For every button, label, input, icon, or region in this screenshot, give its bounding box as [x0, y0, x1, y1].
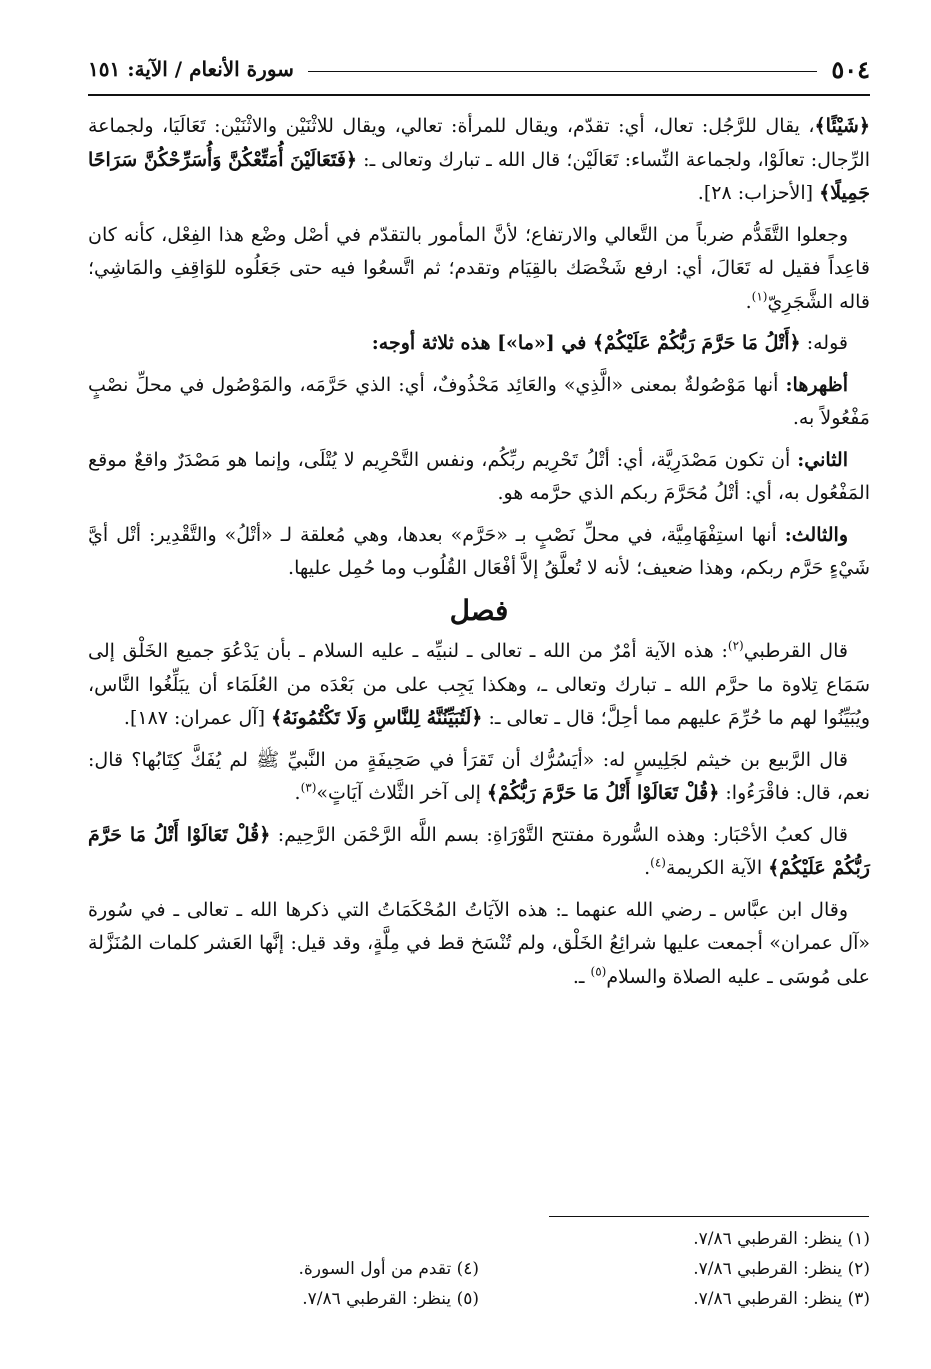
paragraph-text: الآية الكريمة	[665, 857, 769, 879]
paragraph-7	[88, 635, 870, 736]
quran-quote: ﴿قُلْ تَعَالَوْا أَتْلُ مَا حَرَّمَ رَبُّكُمْ عَلَيْكُمْ﴾	[88, 823, 870, 879]
paragraph-text: .	[644, 857, 651, 879]
paragraph-text: ـ.	[572, 965, 591, 988]
paragraph-9	[88, 819, 870, 886]
paragraph-10	[88, 894, 870, 995]
paragraph-text: أن تكون مَصْدَرِيَّة، أي: أتْلُ تَحْرِيم ربِّكُم، ونفس التَّحْرِيم لا يُتْلَى، وإنما هو مَصْدَرٌ واقعٌ موقع المَفْعُول به، أي: أتْلُ مُحَرَّمَ ربكم الذي حرَّمه هو.	[88, 448, 870, 504]
paragraph-5	[88, 444, 870, 511]
footnote-ref: (٤)	[650, 855, 666, 870]
footnote-3: (٣) ينظر: القرطبي ٧/٨٦.	[693, 1289, 870, 1309]
quran-quote: ﴿أَتْلُ مَا حَرَّمَ رَبُّكُمْ عَلَيْكُمْ﴾	[592, 332, 801, 354]
page-header	[88, 44, 870, 96]
page-body	[88, 110, 870, 1002]
paragraph-text: وجعلوا التَّقَدُّم ضرباً من التَّعالي والارتفاع؛ لأنَّ المأمور بالتقدّم في أصْل وضْع هذا الفِعْل، كأنه كان قاعِداً فقيل له تَعَالَ، أي: ارفع شَخْصَك بالقِيَام وتقدم؛ ثم اتَّسعُوا فيه حتى جَعَلُوه للوَاقِفِ والمَاشِي؛ قاله الشَّجَرِيّ	[88, 223, 870, 313]
paragraph-text: قوله:	[800, 332, 848, 354]
header-rule	[308, 71, 817, 72]
running-head: سورة الأنعام / الآية: ١٥١	[88, 57, 294, 81]
footnote-4: (٤) تقدم من أول السورة.	[298, 1259, 479, 1279]
paragraph-text: قال الرَّبيع بن خيثم لجَلِيسٍ له: «أيَسُرُّك أن تَقرَأ في صَحِيفَةٍ من النَّبيِّ ﷺ لم يُفَكَّ كِتَابُها؟ قال: نعم، قال: فاقْرَءُوا:	[88, 748, 870, 804]
paragraph-3	[88, 327, 870, 361]
paragraph-text: في [«ما»] هذه ثلاثة أوجه:	[371, 332, 593, 354]
footnote-ref: (١)	[751, 289, 768, 304]
paragraph-text: إلى آخر الثَّلاث آيَاتٍ»	[316, 782, 487, 804]
quran-quote: ﴿قُلْ تَعَالَوْا أَتْلُ مَا حَرَّمَ رَبُّكُمْ﴾	[486, 782, 720, 804]
page-number: ٥٠٤	[831, 54, 870, 84]
paragraph-text: أنها مَوْصُولةٌ بمعنى «الَّذِي» والعَائِد مَحْذُوفٌ، أي: الذي حَرَّمَه، والمَوْصُول في محلِّ نصْبٍ مَفْعُولاً به.	[88, 373, 870, 429]
footnote-ref: (٥)	[590, 964, 607, 979]
paragraph-1	[88, 110, 870, 211]
paragraph-2	[88, 219, 870, 320]
paragraph-text: أنها استِفْهَامِيَّة، في محلِّ نَصْبٍ بـ «حَرَّم» بعدها، وهي مُعلقة لـ «أتْلُ» والتَّقْدِير: أتْل أيَّ شَيْءٍ حَرَّم ربكم، وهذا ضعيف؛ لأنه لا تُعلَّقُ إلاَّ أفْعَال القُلُوب وما حُمِل عليها.	[88, 523, 870, 579]
footnote-ref: (٣)	[300, 780, 317, 795]
paragraph-text: .	[294, 782, 301, 804]
paragraph-text: .	[745, 290, 752, 313]
paragraph-6	[88, 519, 870, 586]
paragraph-text: قال القرطبي	[743, 640, 848, 662]
paragraph-text: وقال ابن عبَّاس ـ رضي الله عنهما ـ: هذه الآيَاتُ المُحْكَمَاتُ التي ذكرها الله ـ تعالى ـ في سُورة «آل عمران» أجمعت عليها شرائِعُ الخَلْق، ولم تُنْسَخ قط في مِلَّةٍ، وقد قيل: إنَّها العَشر كلمات المُنَزَّلة على مُوسَى ـ عليه الصلاة والسلام	[88, 898, 870, 988]
lead-word: والثالث:	[784, 523, 848, 546]
footnotes-column-1	[479, 1224, 870, 1314]
lead-word: الثاني:	[797, 448, 848, 471]
paragraph-text: [الأحزاب: ٢٨].	[697, 182, 820, 204]
quran-quote: ﴿لَتُبَيِّنُنَّهُ لِلنَّاسِ وَلَا تَكْتُمُونَهُ﴾	[271, 707, 483, 729]
footnote-5: (٥) ينظر: القرطبي ٧/٨٦.	[302, 1289, 479, 1309]
quran-quote: ﴿شَيْئًا﴾	[814, 115, 870, 137]
paragraph-text: [آل عمران: ١٨٧].	[123, 707, 272, 729]
paragraph-text: قال كعبُ الأحْبَار: وهذه السُّورة مفتتح التَّوْرَاةِ: بسم اللَّه الرَّحْمَن الرَّحِيم:	[270, 823, 849, 846]
footnote-2: (٢) ينظر: القرطبي ٧/٨٦.	[693, 1259, 870, 1279]
footnotes	[88, 1224, 870, 1314]
section-title: فصل	[449, 593, 509, 627]
lead-word: أظهرها:	[785, 373, 848, 396]
footnote-ref: (٢)	[727, 638, 744, 653]
quran-quote: ﴿فَتَعَالَيْنَ أُمَتِّعْكُنَّ وَأُسَرِّحْكُنَّ سَرَاحًا جَمِيلًا﴾	[88, 148, 870, 204]
paragraph-4	[88, 369, 870, 436]
paragraph-text: : هذه الآية أمْرٌ من الله ـ تعالى ـ لنبيِّه ـ عليه السلام ـ بأن يَدْعُوَ جميع الخَلْق إلى سَمَاع تِلاوة ما حرَّم الله ـ تبارك وتعالى ـ، وهكذا يَجِب على من بَعْدَه من العُلَمَاء أن يبَلِّغُوا النَّاس، ويُبَيِّنُوا لهم ما حُرِّمَ عليهم مما أحِلَّ؛ قال ـ تعالى ـ:	[88, 640, 870, 729]
paragraph-8	[88, 744, 870, 811]
footnote-rule	[549, 1216, 869, 1217]
footnote-1: (١) ينظر: القرطبي ٧/٨٦.	[693, 1229, 870, 1249]
footnotes-column-2	[88, 1224, 479, 1314]
paragraph-text: ، يقال للرَّجُل: تعال، أي: تقدّم، ويقال للمرأة: تعالي، ويقال للاثْنَيْن والاثْنَيْن: تَعَالَيَا، ولجماعة الرِّجال: تعالَوْا، ولجماعة النِّساء: تَعَالَيْن؛ قال الله ـ تبارك وتعالى ـ:	[88, 115, 870, 171]
